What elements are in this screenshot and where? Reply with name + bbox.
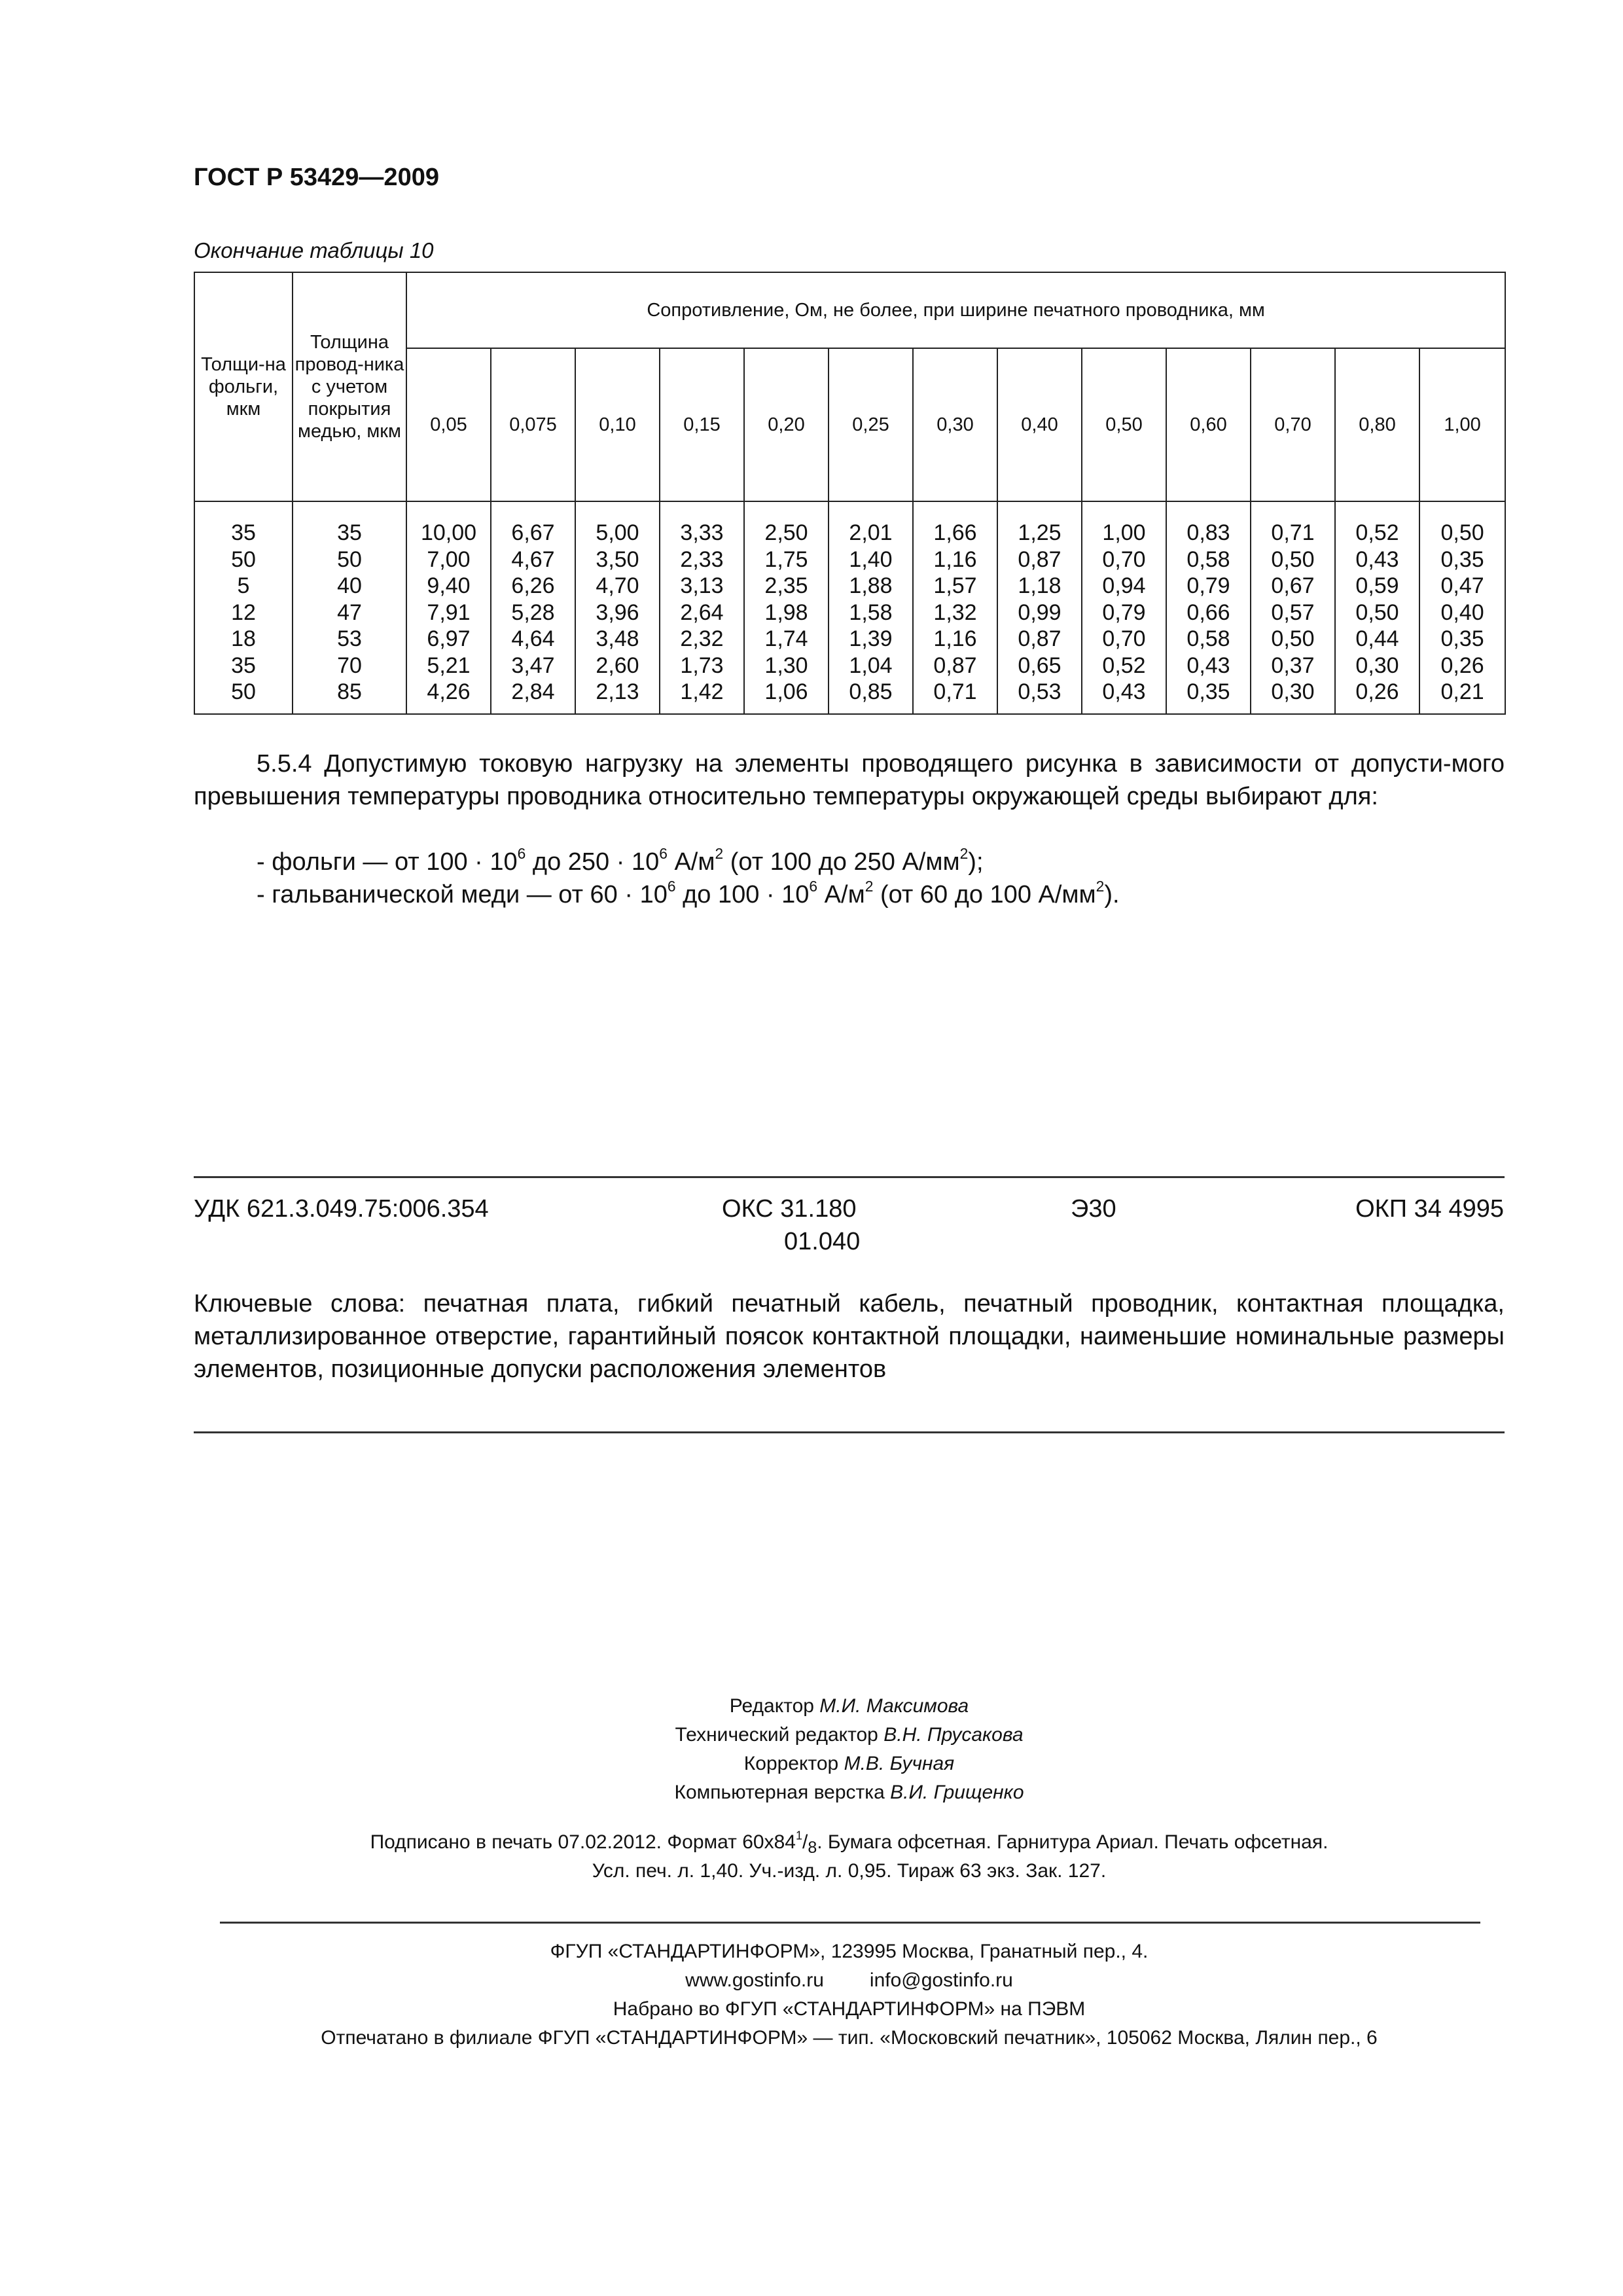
table-cell: 0,47 — [1440, 573, 1484, 598]
table-cell: 1,06 — [764, 679, 808, 704]
table-cell: 4,64 — [511, 626, 555, 651]
table-cell: 1,75 — [764, 547, 808, 572]
credit-editor: Редактор М.И. Максимова — [729, 1695, 969, 1717]
table-cell: 0,79 — [1186, 573, 1230, 598]
table-cell: 0,52 — [1102, 653, 1146, 678]
table-cell: 50 — [231, 679, 256, 704]
header-width-6: 0,25 — [829, 348, 913, 501]
table-cell: 1,00 — [1102, 520, 1146, 545]
table-cell: 85 — [337, 679, 362, 704]
table-cell: 4,26 — [427, 679, 471, 704]
table-cell: 0,37 — [1271, 653, 1315, 678]
document-code: ГОСТ Р 53429—2009 — [194, 164, 439, 191]
header-width-11: 0,70 — [1251, 348, 1335, 501]
table-cell: 1,57 — [933, 573, 977, 598]
printing-info: Отпечатано в филиале ФГУП «СТАНДАРТИНФОРМ» — тип. «Московский печатник», 105062 Москва, Лялин пер., 6 — [321, 2027, 1378, 2049]
table-column-6 — [660, 501, 744, 714]
table-cell: 12 — [231, 600, 256, 625]
table-cell: 0,43 — [1186, 653, 1230, 678]
header-width-9: 0,50 — [1082, 348, 1166, 501]
list-item-copper: - гальванической меди — от $60 \cdot 10^6$ до $100 \cdot 10^6$ $А/м^2$ (от 60 до 100 $А/мм^2$). — [257, 877, 1120, 908]
table-cell: 4,70 — [596, 573, 639, 598]
udk-code: УДК 621.3.049.75:006.354 — [194, 1195, 489, 1223]
table-column-5 — [575, 501, 660, 714]
table-cell: 0,87 — [1018, 626, 1061, 651]
table-cell: 3,47 — [511, 653, 555, 678]
table-cell: 0,94 — [1102, 573, 1146, 598]
clause-5-5-4: 5.5.4 Допустимую токовую нагрузку на элементы проводящего рисунка в зависимости от допусти-мого превышения температуры проводника относительно температуры окружающей среды выбирают для: — [194, 750, 1505, 810]
table-cell: 1,74 — [764, 626, 808, 651]
table-cell: 9,40 — [427, 573, 471, 598]
table-cell: 0,70 — [1102, 547, 1146, 572]
table-cell: 2,01 — [849, 520, 893, 545]
header-width-4: 0,15 — [660, 348, 744, 501]
table-cell: 2,50 — [764, 520, 808, 545]
table-cell: 1,66 — [933, 520, 977, 545]
oks-code-secondary: 01.040 — [784, 1228, 861, 1255]
table-cell: 0,70 — [1102, 626, 1146, 651]
table-cell: 0,71 — [1271, 520, 1315, 545]
table-cell: 3,48 — [596, 626, 639, 651]
keywords: Ключевые слова: печатная плата, гибкий печатный кабель, печатный проводник, контактная площадка, металлизированное отверстие, гарантийный поясок контактной площадки, наименьшие номинальные размеры элементов, позиционные допуски расположения элементов — [194, 1290, 1505, 1383]
table-cell: 10,00 — [420, 520, 477, 545]
table-column-11 — [1082, 501, 1166, 714]
table-cell: 2,33 — [680, 547, 724, 572]
header-resistance-group: Сопротивление, Ом, не более, при ширине печатного проводника, мм — [406, 272, 1505, 348]
table-column-8 — [829, 501, 913, 714]
table-cell: 18 — [231, 626, 256, 651]
publisher-website: www.gostinfo.ru — [685, 1969, 824, 1991]
table-cell: 0,59 — [1355, 573, 1399, 598]
table-cell: 0,26 — [1355, 679, 1399, 704]
print-info-line2: Усл. печ. л. 1,40. Уч.-изд. л. 0,95. Тираж 63 экз. Зак. 127. — [592, 1860, 1107, 1882]
table-column-15 — [1419, 501, 1505, 714]
table-column-10 — [997, 501, 1082, 714]
table-cell: 5 — [237, 573, 250, 598]
table-cell: 3,13 — [680, 573, 724, 598]
table-cell: 0,40 — [1440, 600, 1484, 625]
table-cell: 40 — [337, 573, 362, 598]
table-column-13 — [1251, 501, 1335, 714]
header-conductor-thickness: Толщина провод-ника с учетом покрытия медью, мкм — [293, 272, 406, 501]
table-cell: 0,57 — [1271, 600, 1315, 625]
table-cell: 35 — [231, 520, 256, 545]
table-cell: 0,87 — [933, 653, 977, 678]
typeset-info: Набрано во ФГУП «СТАНДАРТИНФОРМ» на ПЭВМ — [613, 1998, 1086, 2020]
header-width-12: 0,80 — [1335, 348, 1419, 501]
header-width-7: 0,30 — [913, 348, 997, 501]
table-column-12 — [1166, 501, 1251, 714]
table-cell: 0,87 — [1018, 547, 1061, 572]
table-cell: 2,35 — [764, 573, 808, 598]
classifier-e30: Э30 — [1071, 1195, 1116, 1223]
table-cell: 0,50 — [1271, 626, 1315, 651]
table-cell: 53 — [337, 626, 362, 651]
table-cell: 1,88 — [849, 573, 893, 598]
header-width-13: 1,00 — [1419, 348, 1505, 501]
table-cell: 70 — [337, 653, 362, 678]
divider-keywords — [194, 1431, 1505, 1433]
table-cell: 0,50 — [1271, 547, 1315, 572]
table-cell: 0,83 — [1186, 520, 1230, 545]
oks-code: ОКС 31.180 — [722, 1195, 857, 1223]
table-cell: 1,32 — [933, 600, 977, 625]
table-cell: 0,67 — [1271, 573, 1315, 598]
print-info-line1: Подписано в печать 07.02.2012. Формат $60х84^1/_8$. Бумага офсетная. Гарнитура Ариал. Печать офсетная. — [370, 1829, 1329, 1857]
table-cell: 7,91 — [427, 600, 471, 625]
table-cell: 2,64 — [680, 600, 724, 625]
table-cell: 6,26 — [511, 573, 555, 598]
table-cell: 0,79 — [1102, 600, 1146, 625]
table-cell: 2,60 — [596, 653, 639, 678]
table-cell: 0,50 — [1355, 600, 1399, 625]
table-cell: 1,16 — [933, 626, 977, 651]
table-caption: Окончание таблицы 10 — [194, 238, 434, 262]
table-cell: 0,52 — [1355, 520, 1399, 545]
table-cell: 0,65 — [1018, 653, 1061, 678]
table-cell: 5,28 — [511, 600, 555, 625]
table-column-7 — [744, 501, 829, 714]
header-width-8: 0,40 — [997, 348, 1082, 501]
table-cell: 5,00 — [596, 520, 639, 545]
table-cell: 1,16 — [933, 547, 977, 572]
credit-layout: Компьютерная верстка В.И. Грищенко — [674, 1782, 1024, 1803]
table-cell: 0,21 — [1440, 679, 1484, 704]
header-width-3: 0,10 — [575, 348, 660, 501]
table-column-3 — [406, 501, 491, 714]
table-cell: 1,98 — [764, 600, 808, 625]
table-cell: 2,32 — [680, 626, 724, 651]
table-cell: 1,40 — [849, 547, 893, 572]
table-cell: 3,50 — [596, 547, 639, 572]
table-cell: 1,25 — [1018, 520, 1061, 545]
table-cell: 35 — [337, 520, 362, 545]
list-item-foil: - фольги — от $100 \cdot 10^6$ до $250 \cdot 10^6$ $А/м^2$ (от 100 до 250 $А/мм^2$); — [257, 844, 984, 876]
table-cell: 1,42 — [680, 679, 724, 704]
table-cell: 0,58 — [1186, 626, 1230, 651]
table-column-2 — [293, 501, 406, 714]
header-foil-thickness: Толщи-на фольги, мкм — [194, 272, 293, 501]
table-cell: 0,35 — [1186, 679, 1230, 704]
table-cell: 7,00 — [427, 547, 471, 572]
table-column-1 — [194, 501, 293, 714]
table-column-4 — [491, 501, 575, 714]
table-cell: 35 — [231, 653, 256, 678]
divider-top — [194, 1176, 1505, 1178]
table-cell: 1,18 — [1018, 573, 1061, 598]
table-cell: 2,13 — [596, 679, 639, 704]
table-cell: 0,26 — [1440, 653, 1484, 678]
okp-code: ОКП 34 4995 — [1355, 1195, 1504, 1223]
credit-tech-editor: Технический редактор В.Н. Прусакова — [675, 1724, 1024, 1746]
table-cell: 0,50 — [1440, 520, 1484, 545]
publisher-contacts — [194, 1966, 1505, 1995]
table-cell: 6,97 — [427, 626, 471, 651]
divider-publisher — [220, 1922, 1480, 1924]
table-cell: 1,39 — [849, 626, 893, 651]
header-width-2: 0,075 — [491, 348, 575, 501]
table-cell: 0,71 — [933, 679, 977, 704]
table-cell: 3,96 — [596, 600, 639, 625]
table-cell: 0,44 — [1355, 626, 1399, 651]
table-cell: 0,30 — [1355, 653, 1399, 678]
table-cell: 0,43 — [1102, 679, 1146, 704]
table-cell: 1,04 — [849, 653, 893, 678]
header-width-1: 0,05 — [406, 348, 491, 501]
header-width-10: 0,60 — [1166, 348, 1251, 501]
table-cell: 0,85 — [849, 679, 893, 704]
table-cell: 1,58 — [849, 600, 893, 625]
table-cell: 0,43 — [1355, 547, 1399, 572]
table-cell: 0,30 — [1271, 679, 1315, 704]
table-cell: 0,99 — [1018, 600, 1061, 625]
table-cell: 0,35 — [1440, 626, 1484, 651]
table-cell: 50 — [231, 547, 256, 572]
table-cell: 6,67 — [511, 520, 555, 545]
publisher-email: info@gostinfo.ru — [869, 1969, 1013, 1991]
table-cell: 1,73 — [680, 653, 724, 678]
resistance-table — [194, 272, 1506, 715]
publisher-address: ФГУП «СТАНДАРТИНФОРМ», 123995 Москва, Гранатный пер., 4. — [550, 1941, 1149, 1962]
table-cell: 0,53 — [1018, 679, 1061, 704]
table-cell: 50 — [337, 547, 362, 572]
table-cell: 3,33 — [680, 520, 724, 545]
table-cell: 0,58 — [1186, 547, 1230, 572]
table-cell: 0,35 — [1440, 547, 1484, 572]
credit-corrector: Корректор М.В. Бучная — [743, 1753, 955, 1774]
table-cell: 0,66 — [1186, 600, 1230, 625]
table-column-14 — [1335, 501, 1419, 714]
table-column-9 — [913, 501, 997, 714]
table-cell: 5,21 — [427, 653, 471, 678]
table-cell: 1,30 — [764, 653, 808, 678]
table-cell: 47 — [337, 600, 362, 625]
header-width-5: 0,20 — [744, 348, 829, 501]
table-cell: 2,84 — [511, 679, 555, 704]
table-cell: 4,67 — [511, 547, 555, 572]
